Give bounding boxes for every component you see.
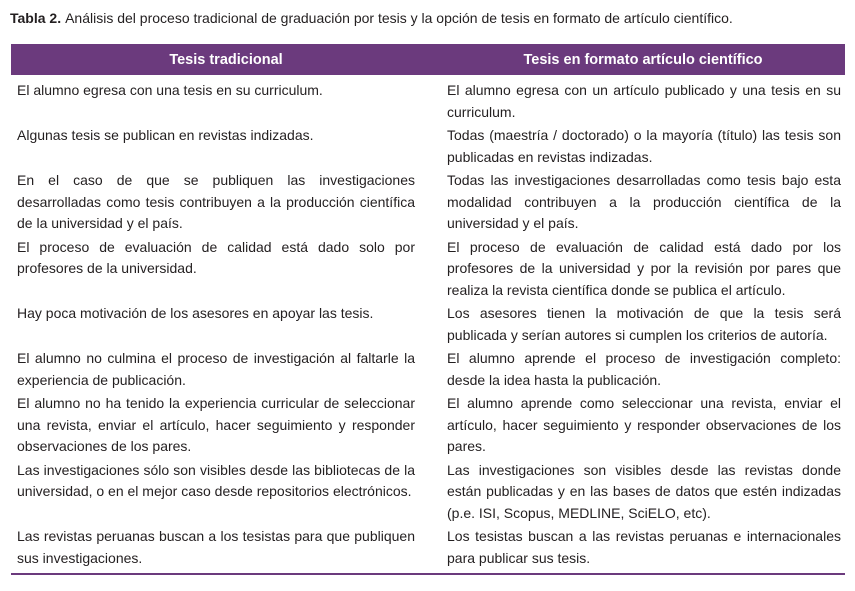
- cell-traditional-thesis: Las revistas peruanas buscan a los tesistas para que publiquen sus investigaciones.: [11, 525, 441, 574]
- table-row: [11, 236, 845, 303]
- cell-article-thesis: El alumno aprende como seleccionar una revista, enviar el artículo, hacer seguimiento y responder observaciones de los pares.: [447, 395, 841, 454]
- caption-text: Análisis del proceso tradicional de graduación por tesis y la opción de tesis en formato de artículo científico.: [65, 10, 733, 26]
- cell-article-thesis: Las investigaciones son visibles desde las revistas donde están publicadas y en las bases de datos que estén indizadas (p.e. ISI, Scopus, MEDLINE, SciELO, etc).: [447, 461, 841, 521]
- table-body: [11, 75, 845, 574]
- header-article-thesis: Tesis en formato artículo científico: [441, 44, 845, 75]
- header-row: [11, 44, 845, 75]
- header-traditional-thesis: Tesis tradicional: [11, 44, 441, 75]
- table-number: Tabla 2.: [10, 10, 62, 26]
- table-row: [11, 75, 845, 124]
- cell-article-thesis: El alumno aprende el proceso de investigación completo: desde la idea hasta la publicación.: [447, 350, 841, 388]
- table-caption: [10, 8, 850, 28]
- cell-article-thesis: El proceso de evaluación de calidad está dado por los profesores de la universidad y por la revisión por pares que realiza la revista científica donde se publica el artículo.: [447, 238, 841, 298]
- table-row: [11, 169, 845, 236]
- comparison-table: [11, 44, 845, 575]
- table-row: [11, 124, 845, 169]
- cell-traditional-thesis: Algunas tesis se publican en revistas indizadas.: [17, 127, 314, 143]
- cell-traditional-thesis: El proceso de evaluación de calidad está dado solo por profesores de la universidad.: [17, 238, 415, 276]
- cell-traditional-thesis: En el caso de que se publiquen las investigaciones desarrolladas como tesis contribuyen a la producción científica de la universidad y el país.: [17, 172, 415, 231]
- table-row: [11, 347, 845, 392]
- table-row: [11, 392, 845, 459]
- cell-traditional-thesis: El alumno no ha tenido la experiencia curricular de seleccionar una revista, enviar el artículo, hacer seguimiento y responder observaciones de los pares.: [17, 395, 415, 454]
- cell-article-thesis: Todas (maestría / doctorado) o la mayoría (título) las tesis son publicadas en revistas indizadas.: [447, 127, 841, 165]
- cell-traditional-thesis: El alumno egresa con una tesis en su curriculum.: [17, 82, 323, 98]
- table-row: [11, 459, 845, 526]
- table-header: [11, 44, 845, 75]
- cell-traditional-thesis: Hay poca motivación de los asesores en apoyar las tesis.: [17, 305, 374, 321]
- table-row: [11, 302, 845, 347]
- cell-traditional-thesis: El alumno no culmina el proceso de investigación al faltarle la experiencia de publicación.: [17, 350, 415, 388]
- cell-article-thesis: Todas las investigaciones desarrolladas como tesis bajo esta modalidad contribuyen a la producción científica de la universidad y el país.: [447, 172, 841, 231]
- cell-article-thesis: El alumno egresa con un artículo publicado y una tesis en su curriculum.: [447, 82, 841, 120]
- cell-article-thesis: Los tesistas buscan a las revistas peruanas e internacionales para publicar sus tesis.: [441, 525, 845, 574]
- table-row: [11, 525, 845, 574]
- cell-traditional-thesis: Las investigaciones sólo son visibles desde las bibliotecas de la universidad, o en el mejor caso desde repositorios electrónicos.: [17, 461, 415, 499]
- cell-article-thesis: Los asesores tienen la motivación de que la tesis será publicada y serían autores si cumplen los criterios de autoría.: [447, 305, 841, 343]
